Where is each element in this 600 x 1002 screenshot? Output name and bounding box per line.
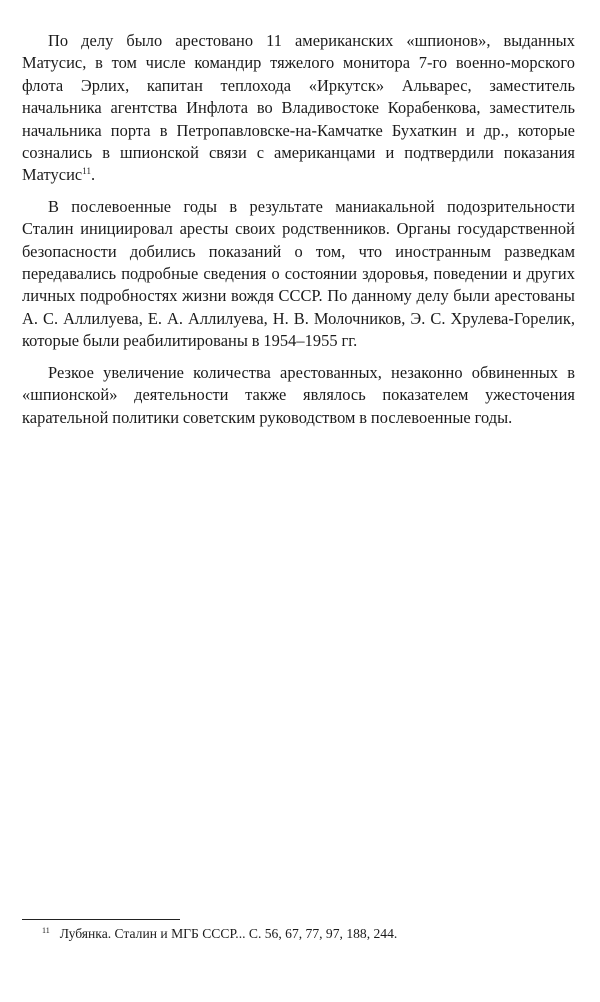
paragraph-stalin-relatives xyxy=(22,196,575,353)
footnote xyxy=(42,925,562,943)
footnote-reference[interactable]: 11 xyxy=(82,166,92,177)
footnote-marker: 11 xyxy=(42,926,50,935)
paragraph-arrests-american-spies xyxy=(22,30,575,187)
paragraph-text: По делу было арестовано 11 американских «шпионов», выданных Матусис, в том числе командир тяжелого монитора 7-го военно-морского флота Эрлих, капитан теплохода «Иркутск» Альварес, заместитель начальника агентства Инфлота во Владивостоке Корабенкова, заместитель начальника порта в Петропавловске-на-Камчатке Бухаткин и др., которые сознались в шпионской связи с американцами и подтвердили показания Матусис xyxy=(22,31,575,185)
main-text xyxy=(22,30,575,438)
paragraph-text: В послевоенные годы в результате маниакальной подозрительности Сталин инициировал аресты своих родственников. Органы государственной безопасности добились показаний о том, что иностранным разведкам передавались подробные сведения о состоянии здоровья, поведении и других личных подробностях жизни вождя СССР. По данному делу были арестованы А. С. Аллилуева, Е. А. Аллилуева, Н. В. Молочников, Э. С. Хрулева-Горелик, которые были реабилитированы в 1954–1955 гг. xyxy=(22,196,575,351)
paragraph-text-end: . xyxy=(91,165,96,185)
paragraph-text: Резкое увеличение количества арестованных, незаконно обвиненных в «шпионской» деятельности также являлось показателем ужесточения карательной политики советским руководством в послевоенные годы. xyxy=(22,362,575,427)
footnote-text: Лубянка. Сталин и МГБ СССР... С. 56, 67, 77, 97, 188, 244. xyxy=(59,926,398,941)
footnote-divider xyxy=(22,919,180,920)
paragraph-repression-increase xyxy=(22,362,575,429)
